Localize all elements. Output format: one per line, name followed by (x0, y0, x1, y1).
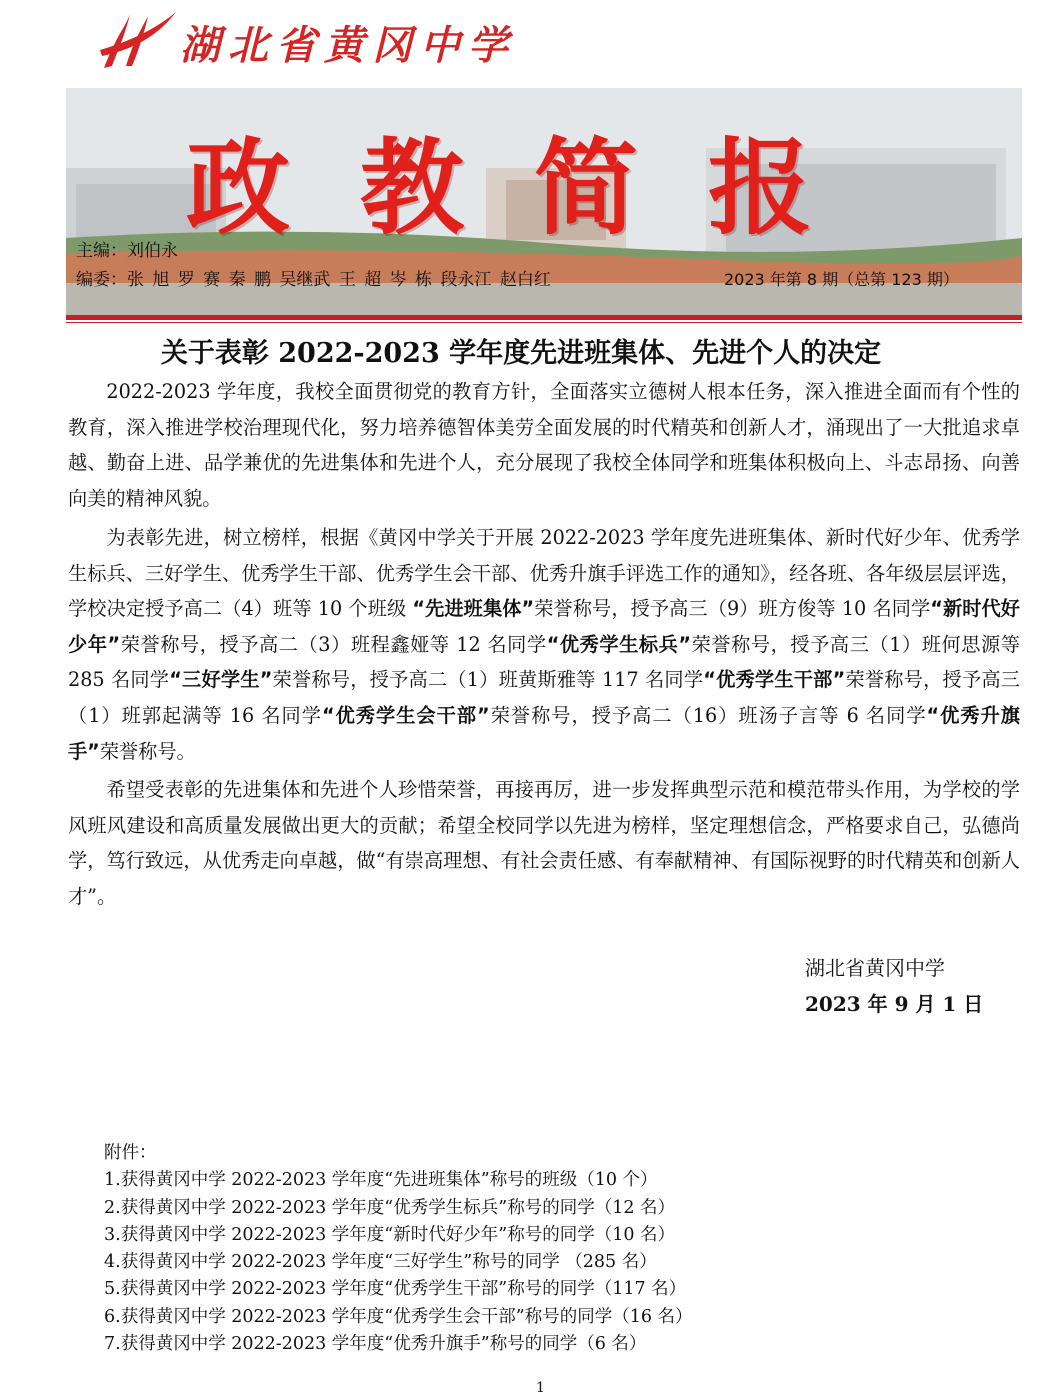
newsletter-title: 政教简报 (186, 127, 883, 249)
attachment-item: 4.获得黄冈中学 2022-2023 学年度“三好学生”称号的同学 （285 名） (104, 1252, 657, 1273)
editorial-board: 编委：张 旭 罗 赛 秦 鹏 吴继武 王 超 岑 栋 段永江 赵白红 (76, 270, 551, 290)
chief-editor: 主编：刘伯永 (76, 241, 178, 261)
attachment-item: 2.获得黄冈中学 2022-2023 学年度“优秀学生标兵”称号的同学（12 名） (104, 1197, 676, 1218)
signature-date: 2023 年 9 月 1 日 (805, 992, 984, 1016)
award-title: “优秀学生干部” (703, 668, 846, 692)
award-text: 荣誉称号，授予高三（1）班何思源等 285 名同学 (68, 632, 1020, 692)
award-text: 荣誉称号，授予高三（1）班郭起满等 16 名同学 (68, 668, 1020, 727)
red-divider-thin (66, 322, 1022, 323)
signature-org: 湖北省黄冈中学 (805, 956, 945, 980)
attachment-item: 7.获得黄冈中学 2022-2023 学年度“优秀升旗手”称号的同学（6 名） (104, 1334, 647, 1355)
paragraph-closing: 希望受表彰的先进集体和先进个人珍惜荣誉，再接再厉，进一步发挥典型示范和模范带头作用，为学校的学风班风建设和高质量发展做出更大的贡献；希望全校同学以先进为榜样，坚定理想信念，严格要求自己，弘德尚学，笃行致远，从优秀走向卓越，做“有崇高理想、有社会责任感、有奉献精神、有国际视野的时代精英和创新人才”。 (68, 778, 1020, 908)
award-text: 荣誉称号，授予高三（9）班方俊等 10 名同学 (534, 597, 931, 621)
award-title: “三好学生” (169, 668, 273, 692)
attachment-item: 6.获得黄冈中学 2022-2023 学年度“优秀学生会干部”称号的同学（16 名） (104, 1306, 693, 1327)
school-name: 湖北省黄冈中学 (180, 23, 516, 69)
attachments-heading: 附件： (104, 1143, 157, 1163)
attachments-list (104, 1140, 693, 1358)
award-text: 荣誉称号，授予高二（1）班黄斯雅等 117 名同学 (272, 668, 704, 692)
header-logo (96, 6, 616, 76)
paragraph-awards (68, 520, 1020, 769)
award-title: “优秀学生标兵” (546, 632, 692, 656)
award-text: 荣誉称号，授予高二（16）班汤子言等 6 名同学 (489, 703, 927, 727)
award-title: “优秀升旗手” (68, 703, 1020, 763)
document-title: 关于表彰 2022-2023 学年度先进班集体、先进个人的决定 (160, 338, 882, 369)
school-emblem-icon (96, 6, 178, 76)
award-text: 为表彰先进，树立榜样，根据《黄冈中学关于开展 2022-2023 学年度先进班集体、新时代好少年、优秀学生标兵、三好学生、优秀学生干部、优秀学生会干部、优秀升旗手评选工作的通知》，经各班、各年级层层评选，学校决定授予高二（4）班等 10 个班级 (68, 526, 1020, 621)
attachment-item: 1.获得黄冈中学 2022-2023 学年度“先进班集体”称号的班级（10 个） (104, 1170, 658, 1191)
issue-number: 2023 年第 8 期（总第 123 期） (724, 270, 959, 289)
award-title: “优秀学生会干部” (321, 703, 490, 727)
red-divider (66, 315, 1022, 320)
signature-block (805, 950, 983, 1022)
award-title: “新时代好少年” (68, 597, 1020, 656)
award-title: “先进班集体” (412, 597, 535, 621)
paragraph-intro: 2022-2023 学年度，我校全面贯彻党的教育方针，全面落实立德树人根本任务，深入推进全面而有个性的教育，深入推进学校治理现代化，努力培养德智体美劳全面发展的时代精英和创新人才，涌现出了一大批追求卓越、勤奋上进、品学兼优的先进集体和先进个人，充分展现了我校全体同学和班集体积极向上、斗志昂扬、向善向美的精神风貌。 (68, 380, 1020, 510)
attachment-item: 3.获得黄冈中学 2022-2023 学年度“新时代好少年”称号的同学（10 名） (104, 1224, 676, 1245)
newsletter-banner (66, 88, 1022, 316)
attachment-item: 5.获得黄冈中学 2022-2023 学年度“优秀学生干部”称号的同学（117 名） (104, 1279, 687, 1300)
award-text: 荣誉称号。 (99, 739, 196, 763)
page-number: 1 (536, 1380, 545, 1396)
award-text: 荣誉称号，授予高二（3）班程鑫娅等 12 名同学 (120, 632, 547, 656)
